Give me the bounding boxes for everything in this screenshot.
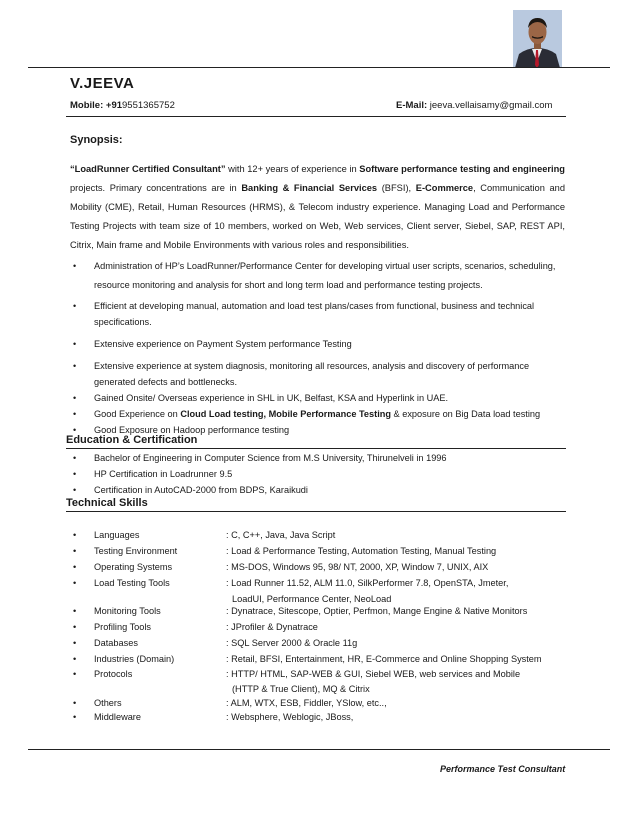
list-item: • Certification in AutoCAD-2000 from BDPS, Karaikudi [70,482,565,498]
mobile-label: Mobile: [70,100,104,111]
mobile-number: 9551365752 [122,100,175,111]
synopsis-bullets [70,257,565,438]
header-divider [28,67,610,68]
mobile-line [70,100,175,111]
email-line [396,100,552,111]
footer-title: Performance Test Consultant [440,764,566,774]
synopsis-heading: Synopsis: [70,134,123,146]
email-address: jeeva.vellaisamy@gmail.com [429,100,553,111]
mobile-prefix: +91 [105,100,123,111]
list-item: • Bachelor of Engineering in Computer Science from M.S University, Thirunelveli in 1996 [70,450,565,466]
profile-photo [513,10,562,68]
technical-skills-heading: Technical Skills [66,497,148,509]
email-label: E-Mail: [396,100,428,111]
list-item: • Administration of HP’s LoadRunner/Performance Center for developing virtual user scripts, scenarios, scheduling, resource monitoring and analysis for short and long term load and performance testing projects. [70,257,565,294]
technical-divider [66,511,566,512]
candidate-name: V.JEEVA [70,75,135,92]
education-divider [66,448,566,449]
list-item: • Extensive experience on Payment System performance Testing [70,336,565,352]
list-item: • Efficient at developing manual, automation and load test plans/cases from functional, business and technical specifications. [70,298,565,330]
list-item: • Good Experience on Cloud Load testing, Mobile Performance Testing & exposure on Big Data load testing [70,406,565,422]
profile-photo-image [513,10,562,68]
synopsis-paragraph: “LoadRunner Certified Consultant” with 12+ years of experience in Software performance testing and engineering projects. Primary concentrations are in Banking & Financial Services (BFSI), E-Commerce, Communication and Mobility (CME), Retail, Human Resources (HRMS), & Telecom industry experience. Managing Load and Performance Testing Projects with team size of 10 members, worked on Web, Web services, Client server, Siebel, SAP, REST API, Citrix, Main frame and Mobile Environments with various roles and responsibilities. [70,164,565,250]
education-heading: Education & Certification [66,434,198,446]
footer-divider [28,749,610,750]
contact-divider [66,116,566,117]
list-item: • Gained Onsite/ Overseas experience in SHL in UK, Belfast, KSA and Hyperlink in UAE. [70,390,565,406]
list-item: • Good Exposure on Hadoop performance testing [70,422,565,438]
certification-phrase: “LoadRunner Certified Consultant” [70,164,226,174]
list-item: • Extensive experience at system diagnosis, monitoring all resources, analysis and discovery of performance generated defects and bottlenecks. [70,358,565,390]
list-item: • HP Certification in Loadrunner 9.5 [70,466,565,482]
education-list [70,450,565,498]
